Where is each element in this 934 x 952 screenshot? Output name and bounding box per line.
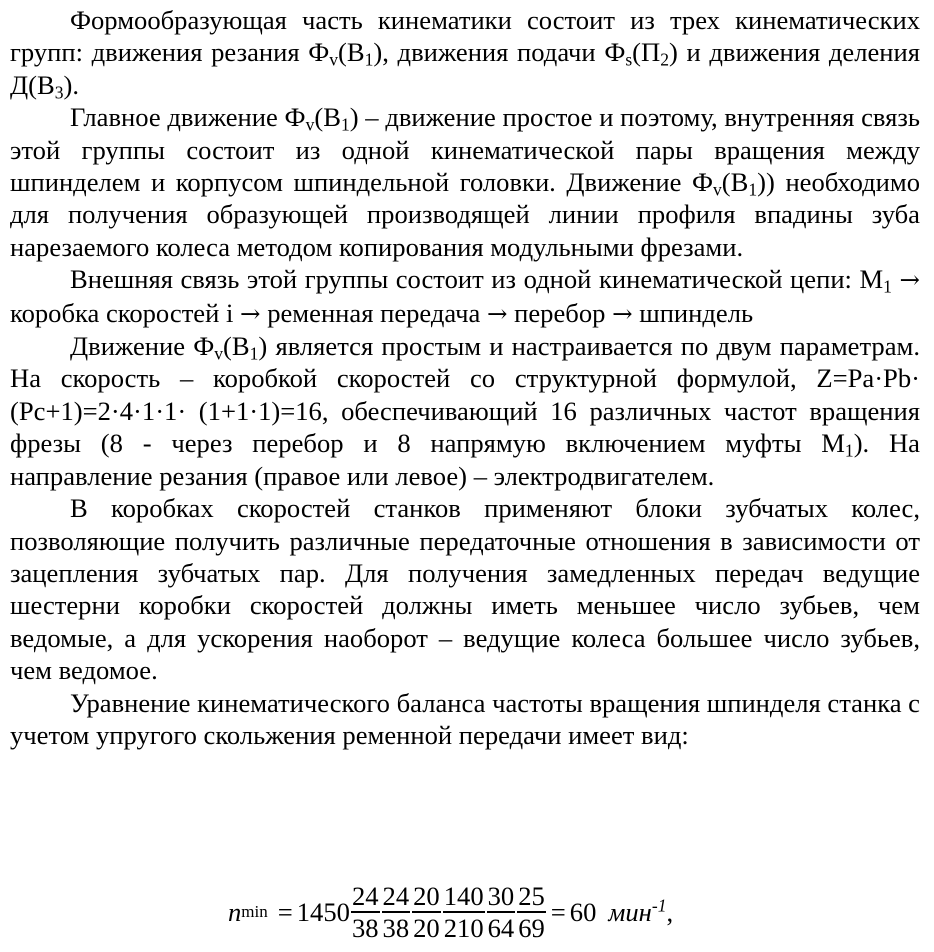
text: (В	[721, 167, 749, 198]
unit-text: мин	[608, 896, 652, 927]
fraction	[351, 881, 380, 943]
subscript: 1	[748, 179, 758, 200]
text: ременная передача	[260, 297, 487, 328]
text: (В	[223, 331, 250, 362]
paragraph-gearboxes	[10, 492, 920, 686]
text: шпиндель	[632, 297, 754, 328]
fraction	[382, 881, 411, 943]
subscript: 2	[660, 49, 670, 70]
paragraph-groups	[10, 4, 920, 101]
subscript: 1	[844, 440, 854, 461]
text: ). На направление резания (правое или левое) – электродвигателем.	[10, 428, 920, 491]
text: (В	[314, 102, 341, 133]
denominator: 64	[487, 912, 515, 943]
subscript: v	[713, 179, 722, 200]
numerator: 24	[382, 881, 410, 912]
subscript: v	[329, 49, 339, 70]
fraction	[412, 881, 441, 943]
subscript: 1	[364, 49, 374, 70]
text: Формообразующая часть кинематики состоит из трех кинематических групп: движения резания Ф	[10, 5, 920, 68]
text: ) и движения деления Д(В	[10, 37, 920, 100]
paragraph-equation-intro	[10, 687, 920, 752]
formula-subscript: min	[241, 902, 268, 921]
denominator: 20	[413, 912, 440, 943]
text: Внешняя связь этой группы состоит из одной кинематической цепи: М	[70, 264, 884, 295]
subscript: 1	[249, 343, 259, 364]
fraction	[487, 881, 516, 943]
text: Уравнение кинематического баланса частоты вращения шпинделя станка с учетом упругого скольжения ременной передачи имеет вид:	[10, 687, 920, 750]
equals-sign: =	[550, 896, 566, 927]
denominator: 38	[351, 912, 379, 943]
subscript: v	[305, 114, 315, 135]
text: коробка скоростей i	[10, 297, 241, 328]
text: )) необходимо для получения образующей производящей линии профиля впадины зуба нарезаемого колеса методом копирования модульными фрезами.	[10, 167, 920, 262]
formula-unit	[608, 894, 667, 928]
text: перебор	[507, 297, 613, 328]
kinematic-balance-formula	[228, 872, 673, 952]
fraction	[443, 881, 485, 943]
subscript: 1	[883, 276, 892, 297]
formula-coefficient: 1450	[296, 896, 350, 927]
denominator: 69	[518, 912, 545, 943]
formula-variable: n	[228, 896, 242, 927]
paragraph-main-motion	[10, 101, 920, 263]
paragraph-setup	[10, 330, 920, 492]
denominator: 210	[443, 912, 484, 943]
arrow-icon: →	[240, 298, 261, 328]
arrow-icon: →	[612, 298, 633, 328]
unit-exponent: -1	[651, 894, 667, 915]
formula-comma: ,	[666, 896, 674, 927]
text: (П	[632, 37, 661, 68]
text: ), движения подачи Ф	[373, 37, 626, 68]
text: ) – движение простое и поэтому, внутренняя связь этой группы состоит из одной кинематической пары вращения между шпинделем и корпусом шпиндельной головки. Движение Ф	[10, 102, 921, 198]
text: В коробках скоростей станков применяют блоки зубчатых колес, позволяющие получить различные передаточные отношения в зависимости от зацепления зубчатых пар. Для получения замедленных передач ведущие шестерни коробки скоростей должны иметь меньшее число зубьев, чем ведомые, а для ускорения наоборот – ведущие колеса большее число зубьев, чем ведомое.	[10, 493, 920, 686]
text: Движение Ф	[70, 331, 215, 362]
subscript: 3	[54, 82, 64, 103]
numerator: 24	[351, 881, 379, 912]
arrow-icon: →	[899, 265, 920, 295]
text: Главное движение Ф	[70, 102, 306, 133]
text: ) является простым и настраивается по двум параметрам. На скорость – коробкой скоростей со структурной формулой, Z=Pa·Pb· (Pc+1)=2·4·1·1· (1+1·1)=16, обеспечивающий 16 различных частот вращения фрезы (8 - через перебор и 8 напрямую включением муфты М	[10, 331, 920, 459]
numerator: 25	[518, 881, 545, 912]
formula-result: 60	[569, 896, 597, 927]
subscript: 1	[340, 114, 350, 135]
arrow-icon: →	[486, 298, 508, 328]
text: (В	[338, 37, 365, 68]
numerator: 140	[443, 881, 484, 912]
equals-sign: =	[277, 896, 293, 927]
paragraph-external-link	[10, 263, 920, 330]
subscript: v	[214, 343, 224, 364]
subscript: s	[625, 49, 633, 70]
numerator: 20	[413, 881, 440, 912]
numerator: 30	[487, 881, 515, 912]
denominator: 38	[382, 912, 410, 943]
text: ).	[63, 69, 80, 100]
fraction	[517, 881, 546, 943]
